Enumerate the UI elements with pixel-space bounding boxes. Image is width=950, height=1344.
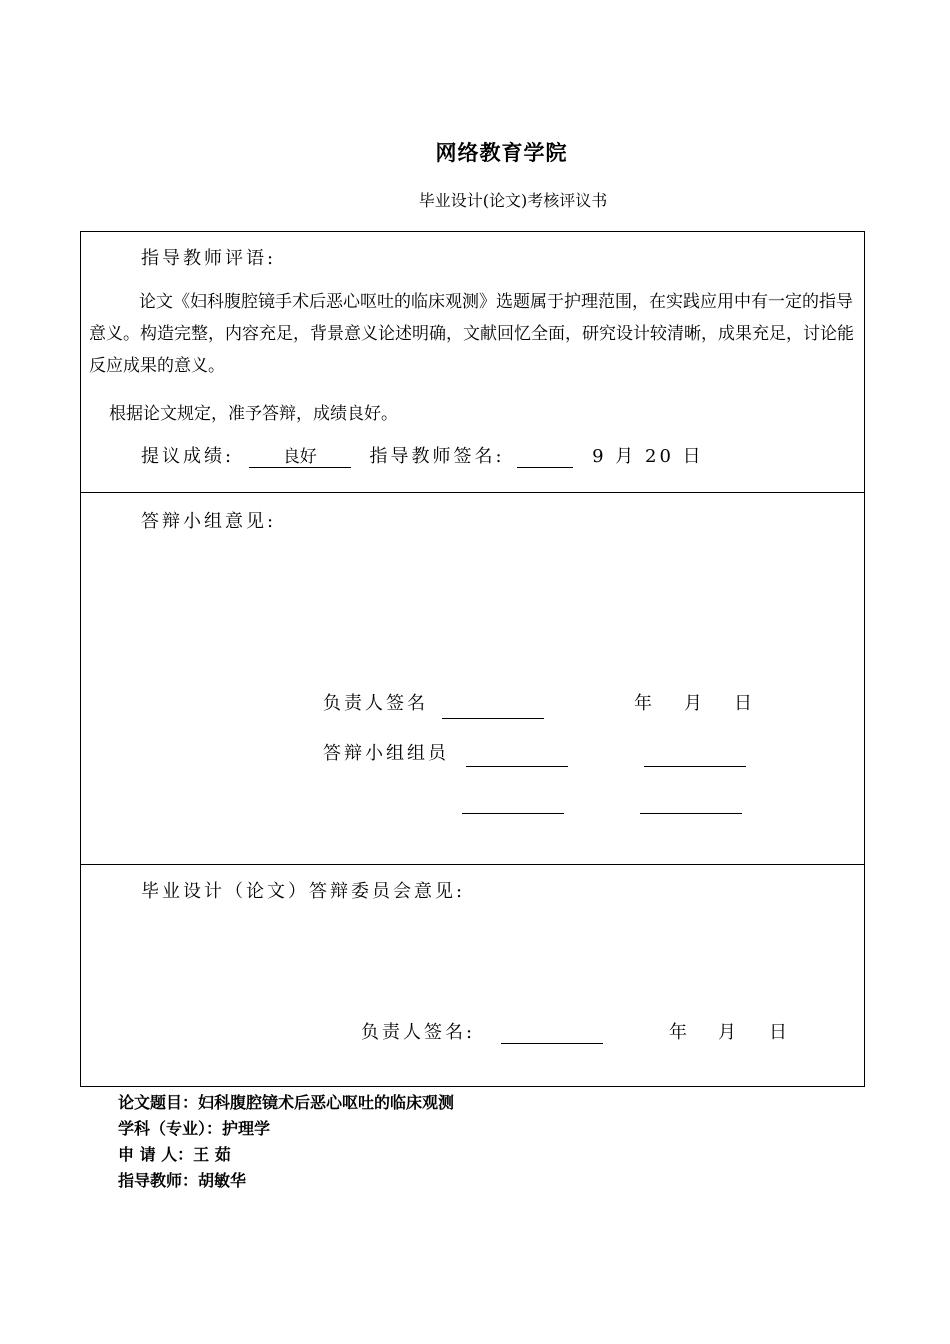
advisor-conclusion-text: 根据论文规定，准予答辩，成绩良好。 — [109, 404, 398, 424]
defense-group-label: 答辩小组意见: — [141, 511, 277, 532]
committee-leader-signature-label: 负责人签名: — [361, 1022, 476, 1043]
advisor-comment-section — [81, 232, 864, 493]
grade-value: 良好 — [249, 442, 351, 468]
thesis-major: 学科（专业）：护理学 — [118, 1119, 271, 1138]
committee-leader-signature-blank — [501, 1042, 603, 1044]
thesis-advisor: 指导教师：胡敏华 — [118, 1171, 247, 1190]
member-signature-blank-1 — [466, 765, 568, 767]
advisor-signature-label: 指导教师签名: — [369, 446, 505, 467]
member-signature-blank-4 — [640, 812, 742, 814]
advisor-comment-text: 论文《妇科腹腔镜手术后恶心呕吐的临床观测》选题属于护理范围，在实践应用中有一定的指导意义。构造完整，内容充足，背景意义论述明确，文献回忆全面，研究设计较清晰，成果充足，讨论能反应成果的意义。 — [89, 292, 854, 376]
committee-label: 毕业设计（论文）答辩委员会意见: — [141, 881, 466, 902]
grade-label: 提议成绩: — [141, 446, 235, 467]
defense-date-month: 月 — [684, 693, 702, 714]
committee-section — [81, 865, 864, 1086]
advisor-date: 9 月 20 日 — [592, 446, 704, 467]
defense-group-section — [81, 493, 864, 865]
advisor-comment-label: 指导教师评语: — [141, 248, 277, 269]
committee-date-month: 月 — [718, 1022, 736, 1043]
evaluation-form-table — [80, 231, 865, 1087]
defense-leader-signature-label: 负责人签名 — [323, 693, 428, 714]
committee-date-day: 日 — [769, 1022, 787, 1043]
defense-leader-signature-blank — [442, 717, 544, 719]
defense-date-year: 年 — [634, 693, 652, 714]
advisor-signature-blank — [517, 447, 573, 468]
defense-members-label: 答辩小组组员 — [323, 743, 449, 764]
document-subtitle: 毕业设计(论文)考核评议书 — [418, 191, 608, 210]
member-signature-blank-2 — [644, 765, 746, 767]
committee-date-year: 年 — [669, 1022, 687, 1043]
defense-date-day: 日 — [734, 693, 752, 714]
member-signature-blank-3 — [462, 812, 564, 814]
thesis-topic: 论文题目：妇科腹腔镜术后恶心呕吐的临床观测 — [118, 1093, 455, 1112]
document-title: 网络教育学院 — [435, 141, 568, 165]
grade-line — [141, 442, 704, 468]
thesis-applicant: 申 请 人：王 茹 — [118, 1145, 231, 1164]
